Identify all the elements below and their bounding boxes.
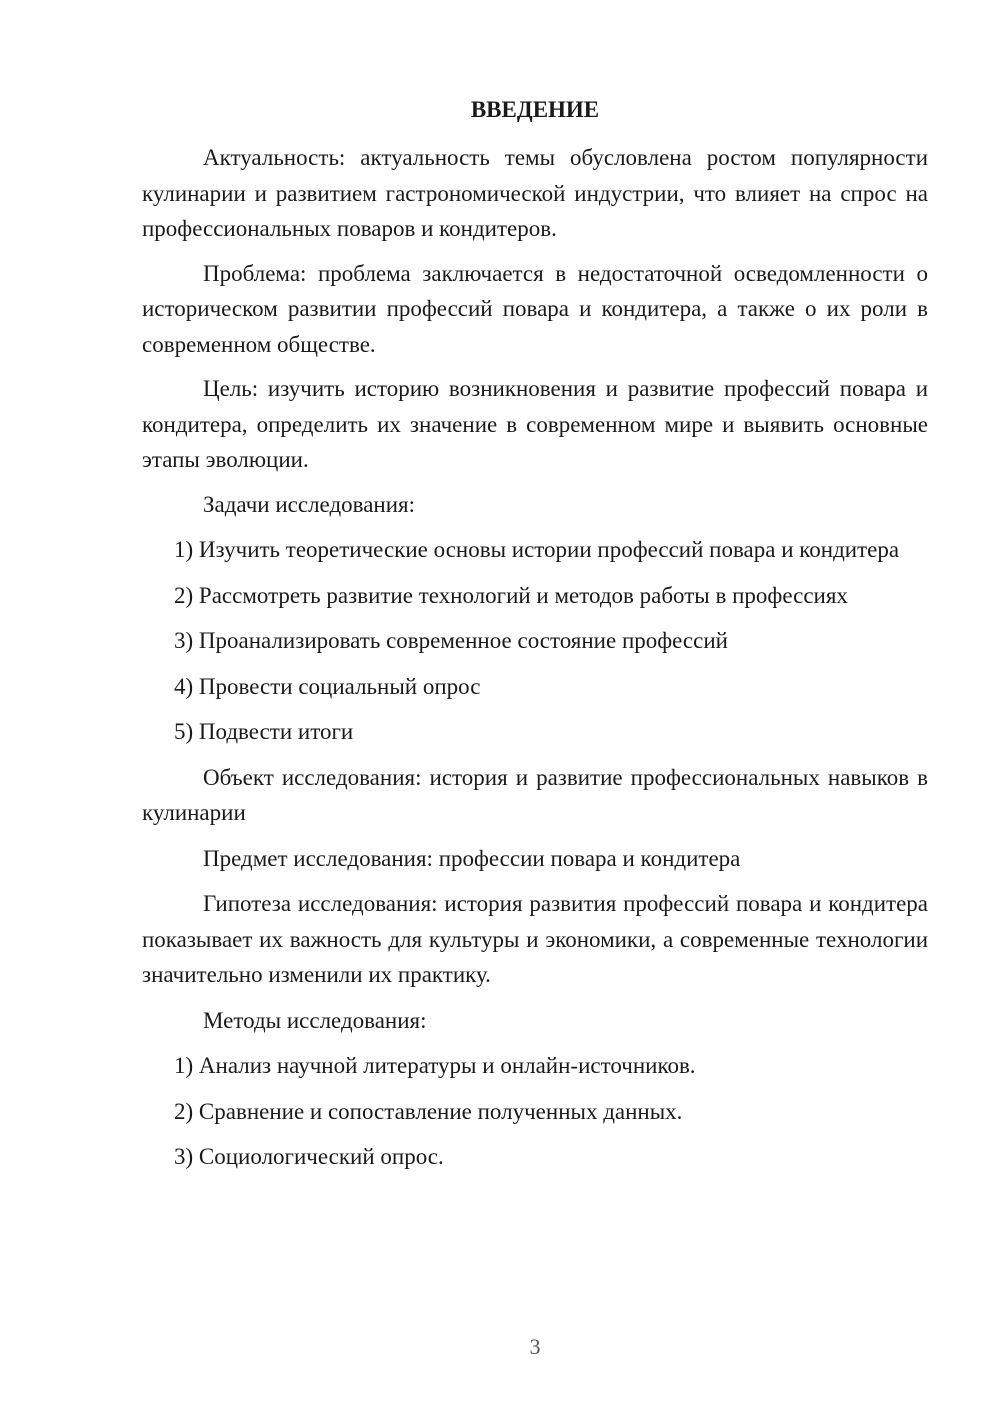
tasks-title: Задачи исследования: [203, 491, 416, 517]
hypothesis-paragraph: Гипотеза исследования: история развития профессий повара и кондитера показывает их важность для культуры и экономики, а современные технологии значительно изменили их практику. [142, 891, 928, 987]
task-item-3: 3) Проанализировать современное состояние профессий [174, 628, 728, 653]
task-item-4: 4) Провести социальный опрос [174, 673, 481, 699]
relevance-paragraph: Актуальность: актуальность темы обусловлена ростом популярности кулинарии и развитием гастрономической индустрии, что влияет на спрос на профессиональных поваров и кондитеров. [142, 145, 928, 241]
object-paragraph: Объект исследования: история и развитие профессиональных навыков в кулинарии [142, 764, 928, 825]
subject-paragraph: Предмет исследования: профессии повара и кондитера [203, 845, 741, 871]
section-heading: ВВЕДЕНИЕ [470, 97, 600, 122]
method-item-3: 3) Социологический опрос. [174, 1144, 444, 1169]
task-item-5: 5) Подвести итоги [174, 719, 354, 744]
methods-title: Методы исследования: [203, 1007, 427, 1033]
page-number: 3 [529, 1334, 541, 1359]
goal-paragraph: Цель: изучить историю возникновения и развитие профессий повара и кондитера, определить их значение в современном мире и выявить основные этапы эволюции. [142, 376, 928, 472]
body-text [142, 140, 928, 1175]
method-item-2: 2) Сравнение и сопоставление полученных данных. [174, 1098, 683, 1124]
method-item-1: 1) Анализ научной литературы и онлайн-источников. [174, 1053, 696, 1078]
task-item-1: 1) Изучить теоретические основы истории профессий повара и кондитера [174, 537, 900, 562]
problem-paragraph: Проблема: проблема заключается в недостаточной осведомленности о историческом развитии профессий повара и кондитера, а также о их роли в современном обществе. [142, 260, 928, 357]
task-item-2: 2) Рассмотреть развитие технологий и методов работы в профессиях [174, 582, 848, 608]
